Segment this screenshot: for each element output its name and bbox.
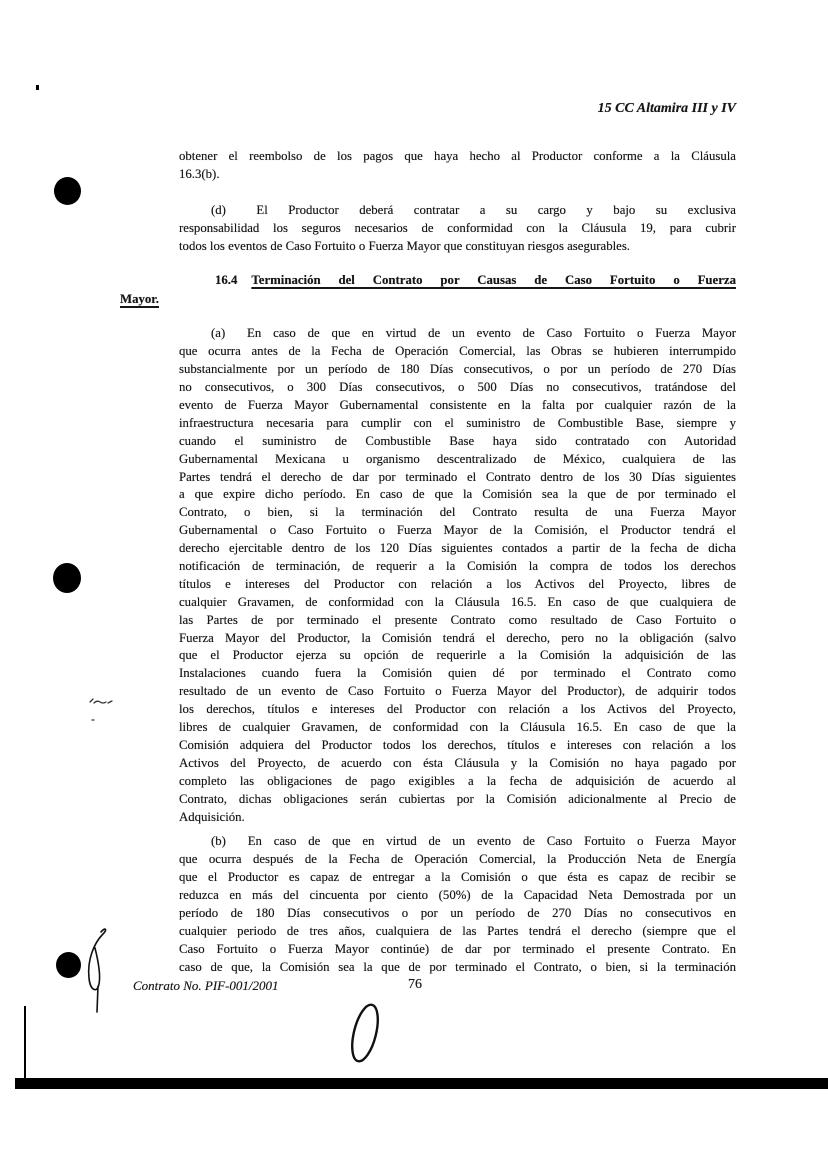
text-line: Gubernamental o Caso Fortuito o Fuerza Mayor de la Comisión, el Productor tendrá el (179, 523, 736, 538)
text-line: que ocurra antes de la Fecha de Operación Comercial, las Obras se hubieren interrumpido (179, 344, 736, 359)
oval-pen-mark (344, 1000, 386, 1066)
text-line: (d) El Productor deberá contratar a su cargo y bajo su exclusiva (211, 202, 736, 217)
text-line: títulos e intereses del Productor con relación a los Activos del Proyecto, libres de (179, 576, 736, 591)
text-line: Activos del Proyecto, de acuerdo con ésta Cláusula y la Comisión no haya pagado por (179, 755, 736, 770)
text-line: que el Productor es capaz de entregar a la Comisión o que ésta es capaz de recibir se (179, 870, 736, 885)
text-line: resultado de un evento de Caso Fortuito o Fuerza Mayor del Productor), de adquirir todos (179, 684, 736, 699)
text-line: substancialmente por un período de 180 Días consecutivos, o por un período de 270 Días (179, 362, 736, 377)
punch-hole-dot (56, 952, 81, 978)
text-line: Comisión adquiera del Productor todos los derechos, títulos e intereses con relación a los (179, 737, 736, 752)
text-line: período de 180 Días consecutivos o por un período de 270 Días no consecutivos en (179, 905, 736, 920)
text-line: (a) En caso de que en virtud de un evento de Caso Fortuito o Fuerza Mayor (211, 326, 736, 341)
section-heading (120, 271, 736, 308)
paragraph-a (179, 325, 736, 826)
text-line: que el Productor ejerza su opción de requerirle a la Comisión la adquisición de las (179, 648, 736, 663)
paragraph-label: (b) (211, 834, 226, 849)
text-line: cualquier periodo de tres años, cualquiera de las Partes tendrá el derecho (siempre que el (179, 923, 736, 938)
text-line: derecho ejercitable dentro de los 120 Días siguientes contados a partir de la fecha de dicha (179, 541, 736, 556)
page-header-reference: 15 CC Altamira III y IV (597, 101, 736, 116)
text-line: 16.3(b). (179, 166, 220, 181)
paragraph-intro (179, 148, 736, 184)
contract-text (120, 118, 736, 977)
text-line: cualquier Gravamen, de conformidad con la Cláusula 16.5. En caso de que cualquiera de (179, 594, 736, 609)
paragraph-d (179, 202, 736, 256)
text-line: los derechos, títulos e intereses del Productor con relación a los Activos del Proyecto, (179, 702, 736, 717)
text-line: reduzca en más del cincuenta por ciento (50%) de la Capacidad Neta Demostrada por un (179, 888, 736, 903)
punch-hole-dot (54, 177, 81, 205)
text-line: que ocurra después de la Fecha de Operación Comercial, la Producción Neta de Energía (179, 852, 736, 867)
paragraph-b (179, 833, 736, 976)
text-line: Partes tendrá el derecho de dar por terminado el Contrato dentro de los 30 Días siguientes (179, 469, 736, 484)
text-line: Instalaciones cuando fuera la Comisión quien dé por terminado el Contrato como (179, 666, 736, 681)
text-line: obtener el reembolso de los pagos que haya hecho al Productor conforme a la Cláusula (179, 149, 736, 163)
scan-speck (36, 85, 39, 90)
section-number: 16.4 (215, 273, 238, 288)
text-line: completo las obligaciones de pago exigibles a la fecha de adquisición de acuerdo al (179, 773, 736, 788)
text-line: todos los eventos de Caso Fortuito o Fuerza Mayor que constituyan riesgos asegurables. (179, 238, 631, 253)
text-line: evento de Fuerza Mayor Gubernamental consistente en la falta por cualquier razón de la (179, 398, 736, 413)
text-line: infraestructura necesaria para cumplir con el suministro de Combustible Base, siempre y (179, 415, 736, 430)
text-line: Caso Fortuito o Fuerza Mayor continúe) de dar por terminado el presente Contrato. En (179, 941, 736, 956)
footer-page-number: 76 (408, 977, 422, 992)
text-line: Contrato, o bien, si la terminación del Contrato resulta de una Fuerza Mayor (179, 505, 736, 520)
pen-stroke-mark (82, 926, 112, 1018)
section-title-text: Mayor. (120, 291, 159, 306)
scanner-black-bar (15, 1078, 828, 1089)
text-line: Adquisición. (179, 809, 245, 824)
paragraph-label: (d) (211, 202, 226, 217)
text-line: (b) En caso de que en virtud de un evento de Caso Fortuito o Fuerza Mayor (211, 834, 736, 849)
text-line: Gubernamental Mexicana u organismo descentralizado de México, cualquiera de las (179, 451, 736, 466)
handwritten-smudge-mark (86, 694, 122, 724)
text-line: responsabilidad los seguros necesarios de conformidad con la Cláusula 19, para cubrir (179, 220, 736, 235)
text-line: libres de cualquier Gravamen, de conformidad con la Cláusula 16.5. En caso de que la (179, 720, 736, 735)
text-line: no consecutivos, o 300 Días consecutivos, o 500 Días no consecutivos, tratándose del (179, 380, 736, 395)
footer-contract-number: Contrato No. PIF-001/2001 (133, 978, 279, 993)
text-line: cuando el suministro de Combustible Base haya sido contratado con Autoridad (179, 433, 736, 448)
text-line: a que expire dicho período. En caso de que la Comisión sea la que de por terminado el (179, 487, 736, 502)
paragraph-label: (a) (211, 326, 226, 341)
section-title-text: Terminación del Contrato por Causas de Caso Fortuito o Fuerza (251, 273, 736, 288)
text-line: Fuerza Mayor del Productor, la Comisión tendrá el derecho, pero no la obligación (salvo (179, 630, 736, 645)
heading-line (120, 271, 736, 290)
scan-edge-line (24, 1006, 26, 1080)
heading-line (120, 290, 736, 309)
text-line: caso de que, la Comisión sea la que de por terminado el Contrato, o bien, si la terminación (179, 959, 736, 974)
text-line: notificación de terminación, de requerir a la Comisión la compra de todos los derechos (179, 559, 736, 574)
text-line: Contrato, dichas obligaciones serán cubiertas por la Comisión adicionalmente al Precio de (179, 791, 736, 806)
text-line: las Partes de por terminado el presente Contrato como resultado de Caso Fortuito o (179, 612, 736, 627)
punch-hole-dot (53, 563, 81, 593)
